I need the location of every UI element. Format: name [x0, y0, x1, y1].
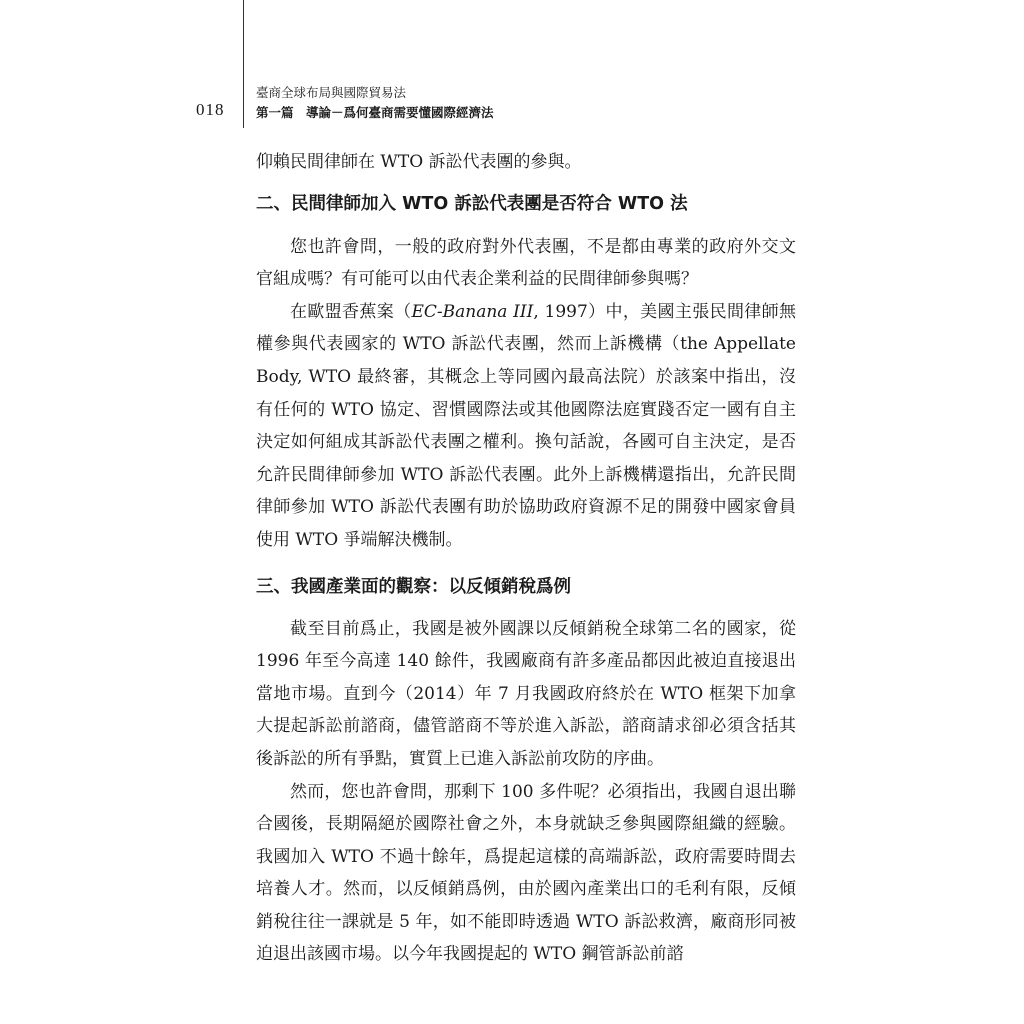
book-title: 臺商全球布局與國際貿易法 [256, 85, 407, 100]
paragraph-2-2-rest: , 1997）中，美國主張民間律師無權參與代表國家的 WTO 訴訟代表團，然而上訴機構（the Appellate Body, WTO 最終審，其概念上等同國內最高法院）於該案中指出，沒有任何的 WTO 協定、習慣國際法或其他國際法庭實踐否定一國有自主決定如何組成其訴訟代表團之權利。換句話說，各國可自主決定，是否允許民間律師參加 WTO 訴訟代表團。此外上訴機構還指出，允許民間律師參加 WTO 訴訟代表團有助於協助政府資源不足的開發中國家會員使用 WTO 爭端解決機制。 [256, 301, 796, 550]
page-number: 018 [196, 100, 225, 119]
paragraph-2-2 [256, 296, 796, 557]
chapter-title: 第一篇 導論－爲何臺商需要懂國際經濟法 [256, 105, 494, 120]
header-divider-line [243, 0, 244, 128]
continued-paragraph: 仰賴民間律師在 WTO 訴訟代表團的參與。 [256, 152, 582, 172]
section-heading-3: 三、我國產業面的觀察：以反傾銷稅爲例 [256, 576, 571, 597]
case-name: EC-Banana III [411, 301, 534, 322]
paragraph-3-1: 截至目前爲止，我國是被外國課以反傾銷稅全球第二名的國家，從 1996 年至今高達 140 餘件，我國廠商有許多產品都因此被迫直接退出當地市場。直到今（2014）年 7 月我國政府終於在 WTO 框架下加拿大提起訴訟前諮商，儘管諮商不等於進入訴訟，諮商請求卻必須含括其後訴訟的所有爭點，實質上已進入訴訟前攻防的序曲。 [256, 618, 796, 769]
section-heading-2: 二、民間律師加入 WTO 訴訟代表團是否符合 WTO 法 [256, 193, 688, 214]
page-body [256, 146, 796, 971]
paragraph-2-1: 您也許會問，一般的政府對外代表團，不是都由專業的政府外交文官組成嗎？有可能可以由代表企業利益的民間律師參與嗎？ [256, 236, 796, 290]
running-header [256, 83, 494, 123]
paragraph-3-2: 然而，您也許會問，那剩下 100 多件呢？必須指出，我國自退出聯合國後，長期隔絕於國際社會之外，本身就缺乏參與國際組織的經驗。我國加入 WTO 不過十餘年，爲提起這樣的高端訴訟，政府需要時間去培養人才。然而，以反傾銷爲例，由於國內產業出口的毛利有限，反傾銷稅往往一課就是 5 年，如不能即時透過 WTO 訴訟救濟，廠商形同被迫退出該國市場。以今年我國提起的 WTO 鋼管訴訟前諮 [256, 781, 796, 965]
paragraph-2-2-start: 在歐盟香蕉案（ [290, 301, 412, 322]
